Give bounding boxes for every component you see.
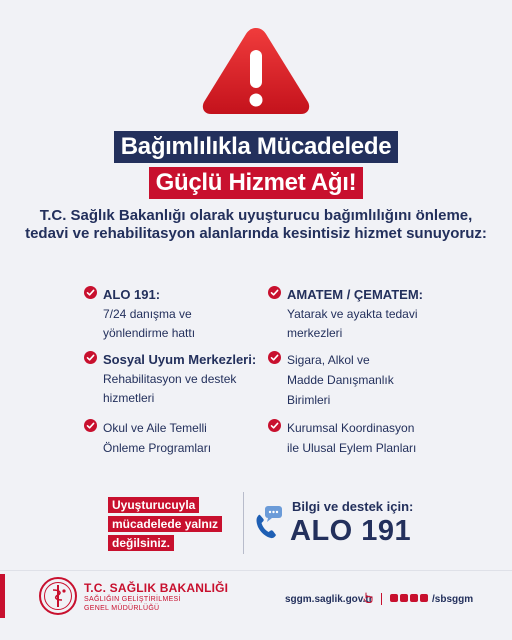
check-circle-icon <box>268 419 281 432</box>
title-line-1 <box>0 131 512 163</box>
service-head: Kurumsal Koordinasyon ile Ulusal Eylem Planları <box>287 421 417 455</box>
website-link[interactable]: sggm.saglik.gov.tr <box>285 594 373 605</box>
message-line-3: değilsiniz. <box>108 535 174 551</box>
facebook-icon[interactable] <box>400 594 408 602</box>
accent-bar <box>0 574 5 618</box>
social-handle[interactable]: /sbsggm <box>432 594 474 605</box>
check-circle-icon <box>84 419 97 432</box>
check-circle-icon <box>84 351 97 364</box>
vertical-divider <box>243 492 244 554</box>
warning-triangle-icon <box>198 24 314 116</box>
message-line-2: mücadelede yalnız <box>108 516 222 532</box>
service-head: Okul ve Aile Temelli Önleme Programları <box>103 421 212 455</box>
service-desc: Yatarak ve ayakta tedavi merkezleri <box>287 307 418 340</box>
x-icon[interactable] <box>420 594 428 602</box>
service-item-counseling <box>268 350 408 410</box>
title-line-2 <box>0 167 512 199</box>
ministry-logo-icon <box>38 576 78 616</box>
check-circle-icon <box>84 286 97 299</box>
phone-chat-icon <box>254 504 284 540</box>
pointer-hand-icon <box>363 592 373 603</box>
service-head: AMATEM / ÇEMATEM: <box>287 287 423 302</box>
title-text-2: Güçlü Hizmet Ağı! <box>149 167 364 199</box>
service-item-alo <box>84 285 284 343</box>
intro-text: T.C. Sağlık Bakanlığı olarak uyuşturucu bağımlılığını önleme, tedavi ve rehabilitasyon alanlarında kesintisiz hizmet sunuyoruz: <box>25 207 487 242</box>
org-subtitle-2: GENEL MÜDÜRLÜĞÜ <box>84 605 160 612</box>
service-desc: 7/24 danışma ve yönlendirme hattı <box>103 307 196 340</box>
helpline-number[interactable]: ALO 191 <box>290 515 412 547</box>
footer-separator <box>381 593 382 605</box>
youtube-icon[interactable] <box>410 594 418 602</box>
service-head: Sosyal Uyum Merkezleri: <box>103 352 257 367</box>
instagram-icon[interactable] <box>390 594 398 602</box>
service-desc: Rehabilitasyon ve destek hizmetleri <box>103 372 237 405</box>
social-icons <box>390 594 428 602</box>
service-item-coordination <box>268 418 428 458</box>
title-text-1: Bağımlılıkla Mücadelede <box>114 131 399 163</box>
message-line-1: Uyuşturucuyla <box>108 497 199 513</box>
support-message <box>108 496 238 553</box>
check-circle-icon <box>268 351 281 364</box>
org-subtitle-1: SAĞLIĞIN GELİŞTİRİLMESİ <box>84 596 181 603</box>
service-item-social <box>84 350 284 408</box>
footer-divider <box>0 570 512 571</box>
check-circle-icon <box>268 286 281 299</box>
org-name: T.C. SAĞLIK BAKANLIĞI <box>84 581 229 595</box>
service-head: Sigara, Alkol ve Madde Danışmanlık Birimleri <box>287 353 394 407</box>
helpline-label: Bilgi ve destek için: <box>292 499 414 514</box>
service-item-amatem <box>268 285 468 343</box>
service-head: ALO 191: <box>103 287 161 302</box>
service-item-school <box>84 418 224 458</box>
